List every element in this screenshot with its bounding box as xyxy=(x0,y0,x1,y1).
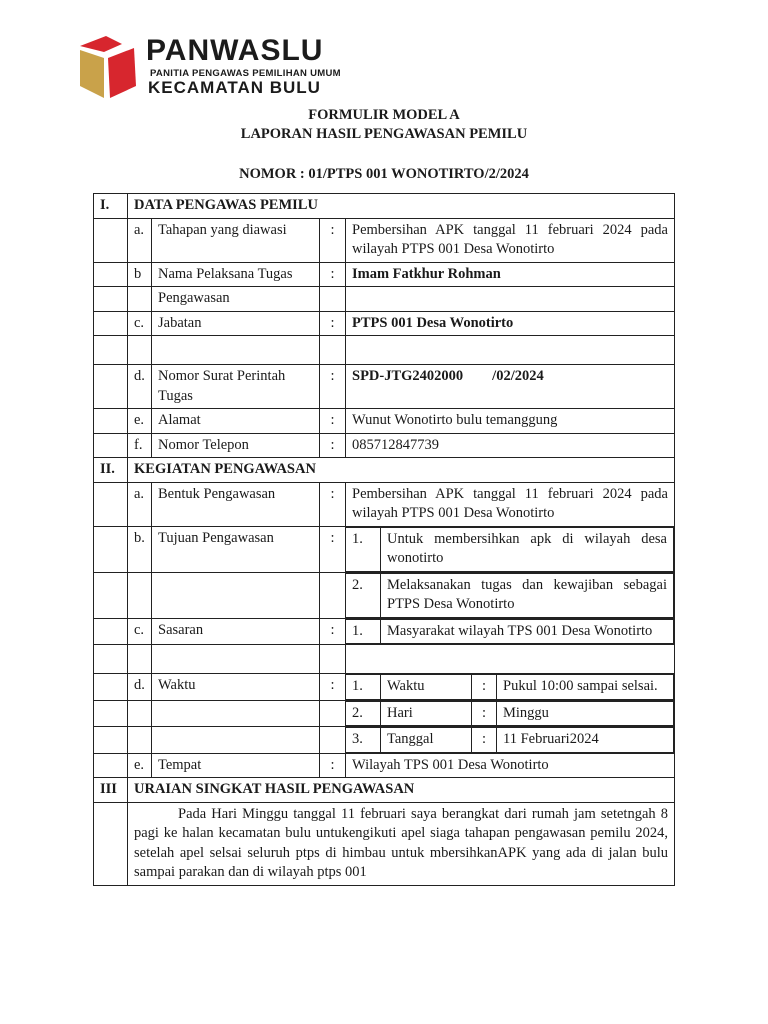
section-number: I. xyxy=(94,194,128,219)
table-row xyxy=(94,802,675,885)
table-row xyxy=(94,336,675,365)
org-name: PANWASLU xyxy=(146,34,324,67)
colon: : xyxy=(320,262,346,287)
row-value: SPD-JTG2402000 /02/2024 xyxy=(346,365,675,409)
row-letter: a. xyxy=(128,482,152,526)
colon: : xyxy=(320,526,346,572)
colon: : xyxy=(320,218,346,262)
table-row xyxy=(94,645,675,674)
table-row xyxy=(94,727,675,754)
row-label: Nomor Surat Perintah Tugas xyxy=(152,365,320,409)
table-row xyxy=(94,311,675,336)
row-letter: b xyxy=(128,262,152,287)
item-number: 1. xyxy=(346,527,381,571)
table-row xyxy=(94,674,675,701)
row-letter: e. xyxy=(128,753,152,778)
row-letter: d. xyxy=(128,365,152,409)
section-1-header xyxy=(94,194,675,219)
colon: : xyxy=(320,618,346,645)
colon: : xyxy=(320,409,346,434)
row-letter: f. xyxy=(128,433,152,458)
row-letter: a. xyxy=(128,218,152,262)
table-row xyxy=(94,700,675,727)
row-label: Bentuk Pengawasan xyxy=(152,482,320,526)
row-label: Tujuan Pengawasan xyxy=(152,526,320,572)
section-number: III xyxy=(94,778,128,803)
row-label: Alamat xyxy=(152,409,320,434)
form-title: FORMULIR MODEL A xyxy=(308,107,460,123)
table-row xyxy=(94,409,675,434)
table-row xyxy=(94,753,675,778)
row-letter: c. xyxy=(128,311,152,336)
table-row xyxy=(94,618,675,645)
row-label: Waktu xyxy=(152,674,320,701)
section-title: DATA PENGAWAS PEMILU xyxy=(128,194,675,219)
row-label: Nomor Telepon xyxy=(152,433,320,458)
section-title: URAIAN SINGKAT HASIL PENGAWASAN xyxy=(128,778,675,803)
row-value: Imam Fatkhur Rohman xyxy=(346,262,675,287)
row-label: Sasaran xyxy=(152,618,320,645)
table-row xyxy=(94,572,675,618)
row-letter: d. xyxy=(128,674,152,701)
row-label: Pengawasan xyxy=(152,287,320,312)
row-label: Jabatan xyxy=(152,311,320,336)
document-number: NOMOR : 01/PTPS 001 WONOTIRTO/2/2024 xyxy=(239,166,529,182)
item-text: Masyarakat wilayah TPS 001 Desa Wonotirto xyxy=(381,619,674,644)
row-value: PTPS 001 Desa Wonotirto xyxy=(346,311,675,336)
item-label: Waktu xyxy=(381,675,472,700)
row-letter: c. xyxy=(128,618,152,645)
item-value: Minggu xyxy=(497,701,674,726)
row-label: Nama Pelaksana Tugas xyxy=(152,262,320,287)
org-location: KECAMATAN BULU xyxy=(148,78,321,97)
section-number: II. xyxy=(94,458,128,483)
section-title: KEGIATAN PENGAWASAN xyxy=(128,458,675,483)
item-label: Hari xyxy=(381,701,472,726)
colon: : xyxy=(472,675,497,700)
colon: : xyxy=(320,433,346,458)
colon: : xyxy=(472,701,497,726)
table-row xyxy=(94,526,675,572)
item-text: Untuk membersihkan apk di wilayah desa wonotirto xyxy=(381,527,674,571)
item-number: 3. xyxy=(346,728,381,753)
colon: : xyxy=(320,753,346,778)
item-number: 2. xyxy=(346,701,381,726)
table-row xyxy=(94,218,675,262)
colon: : xyxy=(320,311,346,336)
colon: : xyxy=(472,728,497,753)
row-value: Wunut Wonotirto bulu temanggung xyxy=(346,409,675,434)
colon: : xyxy=(320,365,346,409)
row-letter: e. xyxy=(128,409,152,434)
row-value: Pembersihan APK tanggal 11 februari 2024 pada wilayah PTPS 001 Desa Wonotirto xyxy=(346,482,675,526)
section-3-header xyxy=(94,778,675,803)
row-value: Pembersihan APK tanggal 11 februari 2024 pada wilayah PTPS 001 Desa Wonotirto xyxy=(346,218,675,262)
report-form-table xyxy=(93,193,675,886)
row-letter: b. xyxy=(128,526,152,572)
colon: : xyxy=(320,482,346,526)
table-row xyxy=(94,287,675,312)
row-value: Wilayah TPS 001 Desa Wonotirto xyxy=(346,753,675,778)
item-number: 1. xyxy=(346,675,381,700)
row-label: Tempat xyxy=(152,753,320,778)
report-paragraph: Pada Hari Minggu tanggal 11 februari saya berangkat dari rumah jam setetngah 8 pagi ke halan kecamatan bulu untukengikuti apel siaga tahapan pengawasan pemilu 2024, setelah apel selsai seluruh ptps di himbau untuk mbersihkanAPK yang ada di jalan bulu sampai parakan dan di wilayah ptps 001 xyxy=(134,805,668,880)
table-row xyxy=(94,262,675,287)
colon: : xyxy=(320,674,346,701)
row-label: Tahapan yang diawasi xyxy=(152,218,320,262)
section-2-header xyxy=(94,458,675,483)
org-subtitle: PANITIA PENGAWAS PEMILIHAN UMUM xyxy=(150,68,341,79)
table-row xyxy=(94,433,675,458)
item-value: Pukul 10:00 sampai selsai. xyxy=(497,675,674,700)
item-number: 2. xyxy=(346,573,381,617)
report-title: LAPORAN HASIL PENGAWASAN PEMILU xyxy=(240,126,528,142)
item-number: 1. xyxy=(346,619,381,644)
row-value: 085712847739 xyxy=(346,433,675,458)
table-row xyxy=(94,365,675,409)
item-value: 11 Februari2024 xyxy=(497,728,674,753)
item-label: Tanggal xyxy=(381,728,472,753)
table-row xyxy=(94,482,675,526)
item-text: Melaksanakan tugas dan kewajiban sebagai PTPS Desa Wonotirto xyxy=(381,573,674,617)
